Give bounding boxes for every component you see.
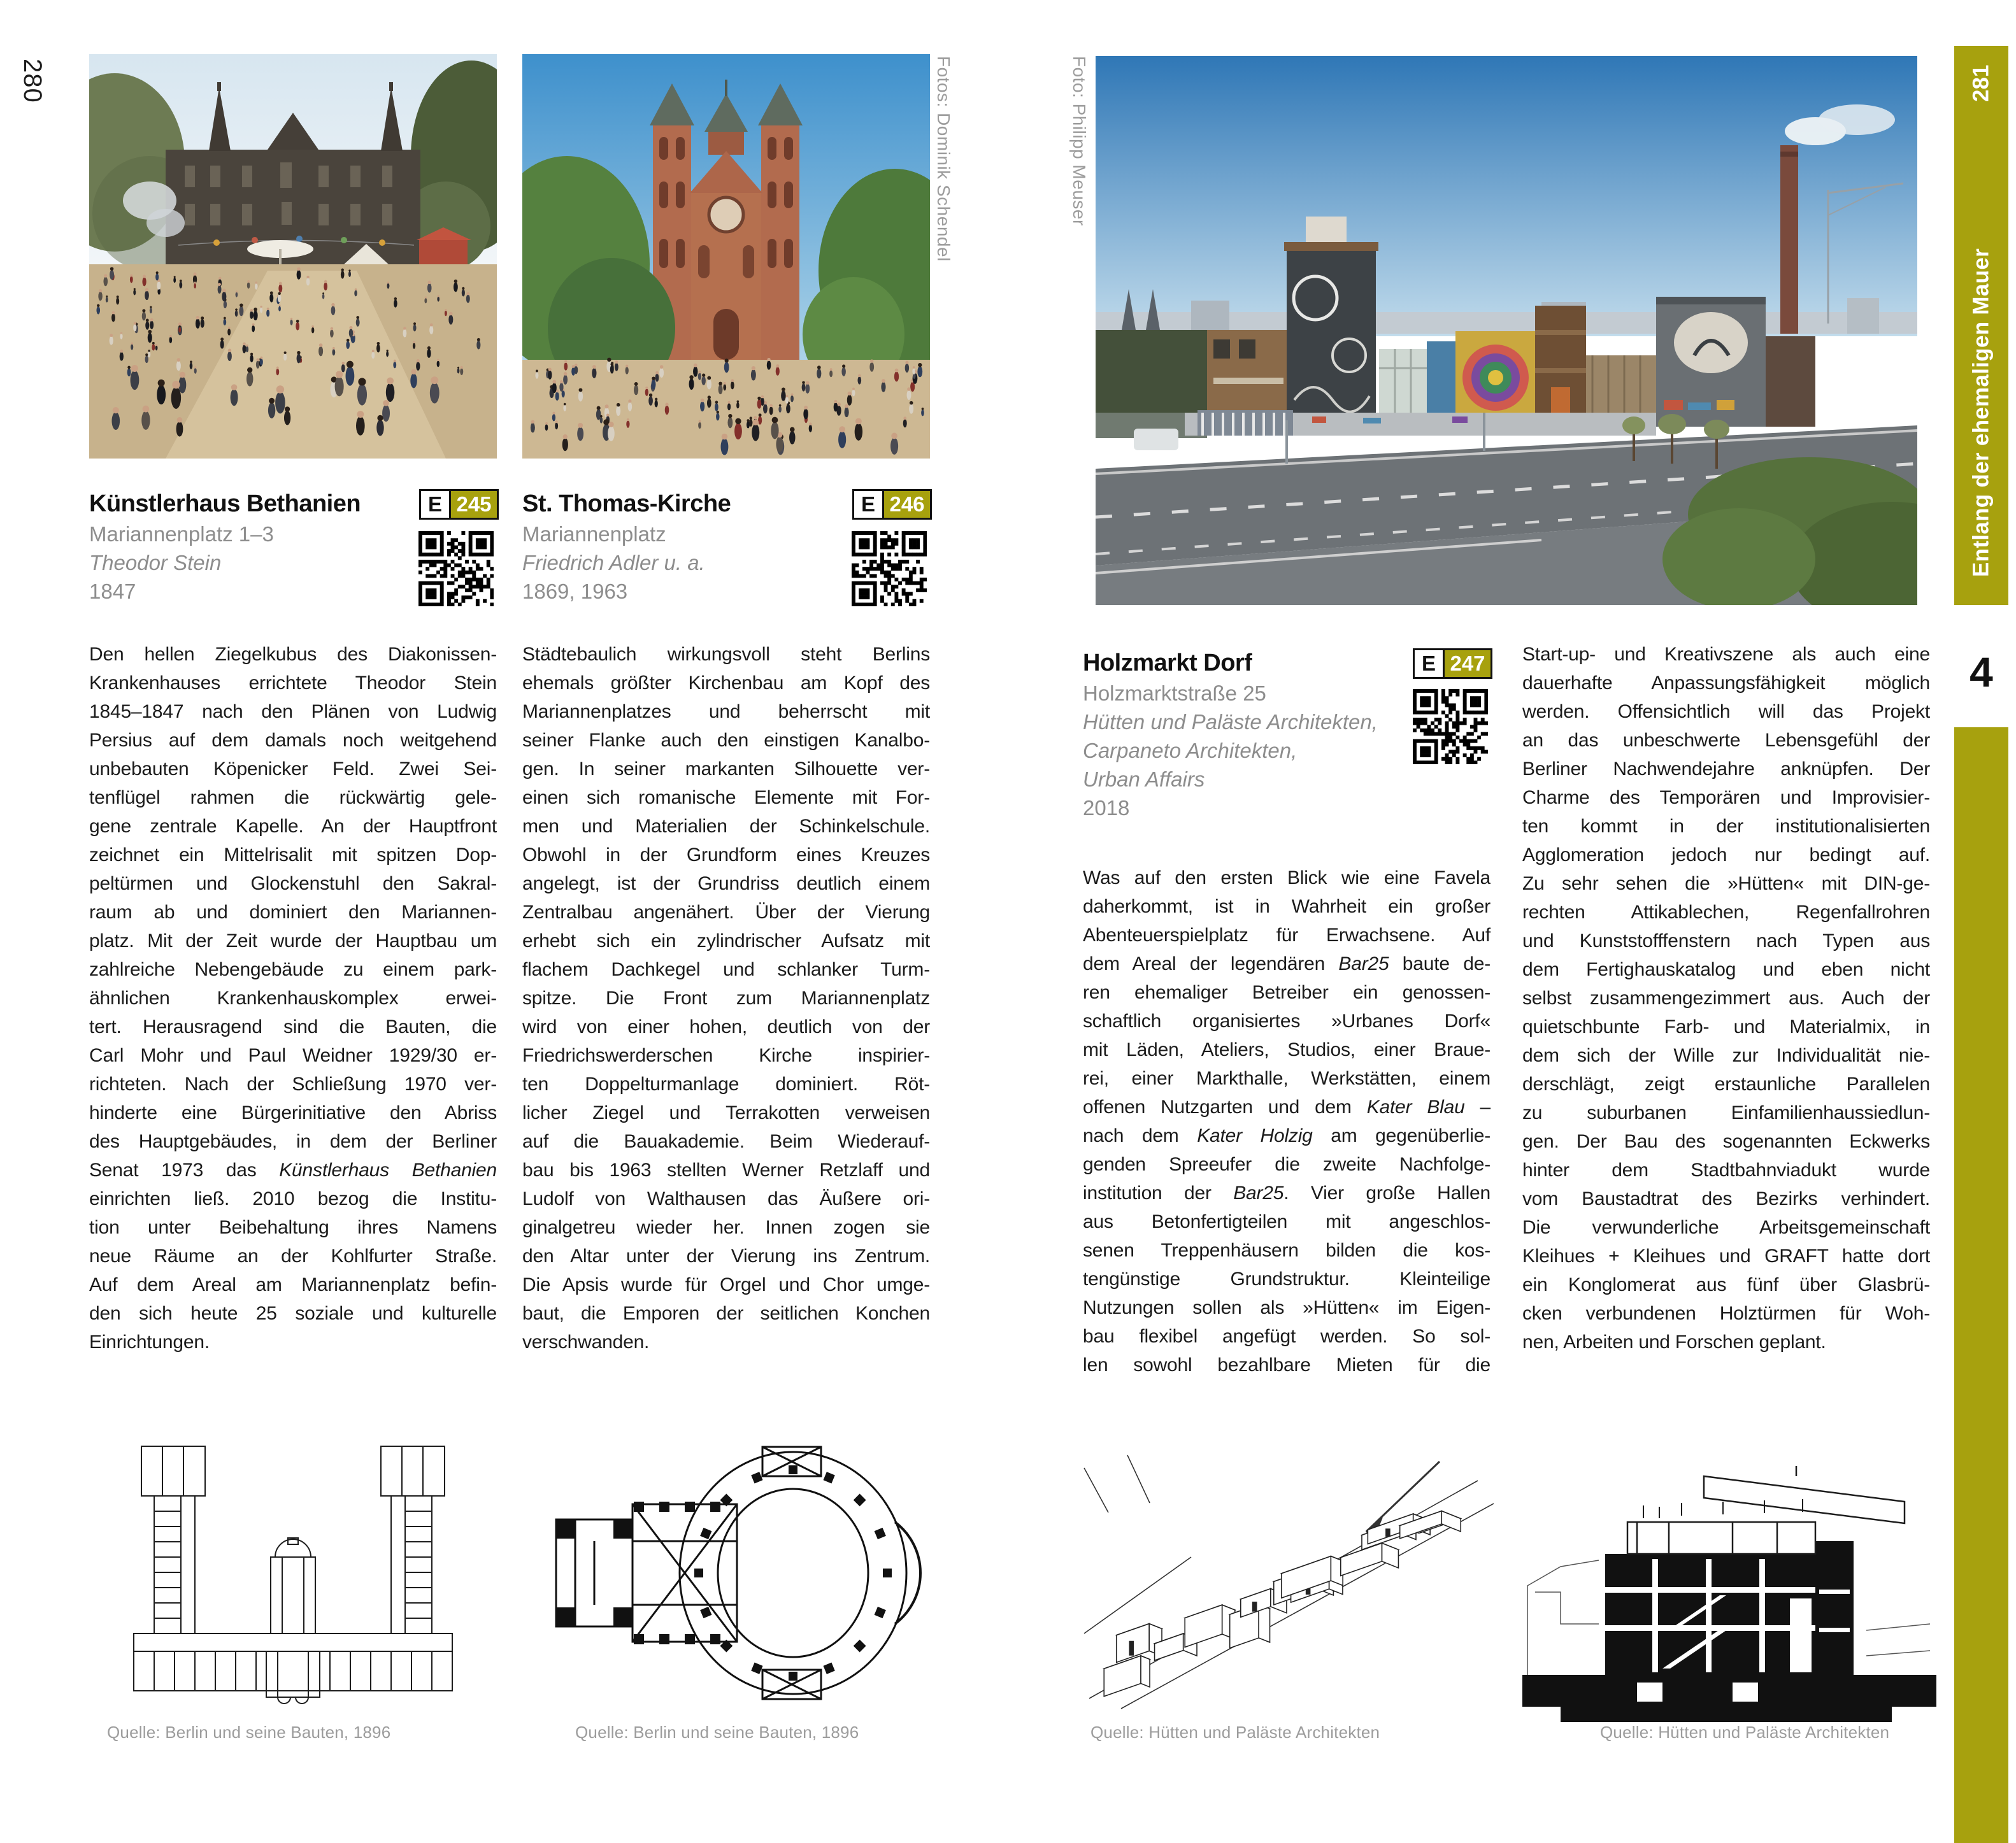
body-column-holzmarkt-2: Start-up- und Kreativszene als auch eine dauerhafte Anpassungsfähigkeit möglich werden. Offensichtlich will das Projekt an das unbeschwerte Lebensgefühl der Berliner Nachwendejahre anknüpfen. Der Charme des Temporären und Improvisier- ten kommt in der institutionalisierten Agglomeration jedoch nur bedingt auf. Zu sehr sehen die »Hütten« mit DIN-ge- rechten Attikablechen, Regenfallrohren und Kunststofffenstern nach Typen aus dem Fertighauskatalog und eben nicht selbst zusammengezimmert aus. Auch der quietschbunte Farb- und Materialmix, in dem sich der Wille zur Individualität nie- derschlägt, zeigt erstaunliche Parallelen zu suburbanen Einfamilienhaussiedlun- gen. Der Bau des sogenannten Eckwerks hinter dem Stadtbahnviadukt wurde vom Baustadtrat des Bezirks verhindert. Die verwunderliche Arbeitsgemeinschaft Kleihues + Kleihues und GRAFT hatte dort ein Konglomerat aus fünf über Glasbrü- cken verbundenen Holztürmen für Woh- nen, Arbeiten und Forschen geplant. [1522, 644, 1930, 1353]
entry-title: Künstlerhaus Bethanien [89, 490, 361, 517]
drawing-holzmarkt-axonometric [1083, 1442, 1494, 1710]
right-page-number: 281 [1968, 65, 1994, 103]
drawing-caption: Quelle: Berlin und seine Bauten, 1896 [575, 1723, 859, 1742]
photo-credit-left: Fotos: Dominik Schendel [934, 56, 954, 262]
badge-letter: E [421, 491, 451, 518]
entry-title: St. Thomas-Kirche [522, 490, 731, 517]
qr-code-icon [418, 531, 494, 606]
entry-badge-e246 [852, 489, 932, 520]
entry-year: 1847 [89, 580, 136, 603]
entry-address: Holzmarktstraße 25 [1083, 681, 1266, 705]
entry-address: Mariannenplatz [522, 522, 666, 546]
chapter-number: 4 [1970, 648, 1993, 695]
chapter-tab-title: Entlang der ehemaligen Mauer [1968, 248, 1994, 577]
entry-architect: Urban Affairs [1083, 767, 1205, 791]
photo-st-thomas-kirche [522, 54, 930, 459]
drawing-caption: Quelle: Hütten und Paläste Architekten [1600, 1723, 1890, 1742]
drawing-bethanien-plan [127, 1442, 459, 1710]
entry-architect: Friedrich Adler u. a. [522, 551, 705, 574]
entry-architect: Hütten und Paläste Architekten, [1083, 710, 1378, 734]
body-column-holzmarkt-1: Was auf den ersten Blick wie eine Favela daherkommt, ist in Wahrheit ein großer Abenteuerspielplatz für Erwachsene. Auf dem Areal der legendären Bar25 baute de- ren ehemaliger Betreiber ein genossen- schaftlich organisiertes »Urbanes Dorf« mit Läden, Ateliers, Studios, einer Braue- rei, einer Markthalle, Werkstätten, einem offenen Nutzgarten und dem Kater Blau – nach dem Kater Holzig am gegenüberlie- genden Spreeufer die zweite Nachfolge- institution der Bar25. Vier große Hallen aus Betonfertigteilen mit angeschlos- senen Treppenhäusern bilden die kos- tengünstige Grundstruktur. Kleinteilige Nutzungen sollen als »Hütten« im Eigen- bau flexibel angefügt werden. So sol- len sowohl bezahlbare Mieten für die [1083, 867, 1491, 1376]
drawing-caption: Quelle: Hütten und Paläste Architekten [1090, 1723, 1380, 1742]
badge-letter: E [1415, 650, 1445, 677]
entry-architect: Theodor Stein [89, 551, 222, 574]
badge-number: 246 [884, 491, 930, 518]
entry-year: 2018 [1083, 796, 1130, 820]
chapter-tab-lower [1954, 727, 2008, 1843]
drawing-st-thomas-plan [538, 1446, 933, 1700]
left-page-number: 280 [18, 59, 46, 103]
body-column-st-thomas: Städtebaulich wirkungsvoll steht Berlins ehemals größter Kirchenbau am Kopf des Mariannenplatzes und beherrscht mit seiner Flanke auch den einstigen Kanalbo- gen. In seiner markanten Silhouette ver- einen sich romanische Elemente mit For- men und Materialien der Schinkelschule. Obwohl in der Grundform eines Kreuzes angelegt, ist der Grundriss deutlich einem Zentralbau angenähert. Über der Vierung erhebt sich ein zylindrischer Aufsatz mit flachem Dachkegel und schlanker Turm- spitze. Die Front zum Mariannenplatz wird von einer hohen, deutlich von der Friedrichswerderschen Kirche inspirier- ten Doppelturmanlage dominiert. Röt- licher Ziegel und Terrakotten verweisen auf die Bauakademie. Beim Wiederauf- bau bis 1963 stellten Werner Retzlaff und Ludolf von Walthausen das Äußere ori- ginalgetreu wieder her. Innen zogen sie den Altar unter der Vierung ins Zentrum. Die Apsis wurde für Orgel und Chor umge- baut, die Emporen der seitlichen Konchen verschwanden. [522, 644, 930, 1353]
body-column-kuenstlerhaus: Den hellen Ziegelkubus des Diakonissen- Krankenhauses errichtete Theodor Stein 1845–1847 nach den Plänen von Ludwig Persius auf dem damals noch weitgehend unbebauten Köpenicker Feld. Zwei Sei- tenflügel rahmen die rückwärtig gele- gene zentrale Kapelle. An der Hauptfront zeichnet ein Mittelrisalit mit spitzen Dop- peltürmen und Glockenstuhl den Sakral- raum ab und dominiert den Mariannen- platz. Mit der Zeit wurde der Hauptbau um zahlreiche Nebengebäude zu einem park- ähnlichen Krankenhauskomplex erwei- tert. Herausragend sind die Bauten, die Carl Mohr und Paul Weidner 1929/30 er- richteten. Nach der Schließung 1970 ver- hinderte eine Bürgerinitiative den Abriss des Hauptgebäudes, in dem der Berliner Senat 1973 das Künstlerhaus Bethanien einrichten ließ. 2010 bezog die Institu- tion unter Beibehaltung ihres Namens neue Räume an der Kohlfurter Straße. Auf dem Areal am Mariannenplatz befin- den sich heute 25 soziale und kulturelle Einrichtungen. [89, 644, 497, 1353]
qr-code-icon [852, 531, 927, 606]
badge-letter: E [854, 491, 884, 518]
drawing-caption: Quelle: Berlin und seine Bauten, 1896 [107, 1723, 391, 1742]
photo-holzmarkt [1096, 56, 1917, 605]
qr-code-icon [1413, 689, 1488, 764]
entry-architect: Carpaneto Architekten, [1083, 739, 1298, 762]
photo-kuenstlerhaus-bethanien [89, 54, 497, 459]
photo-credit-right: Foto: Philipp Meuser [1069, 56, 1089, 226]
chapter-tab [1954, 46, 2008, 605]
entry-address: Mariannenplatz 1–3 [89, 522, 274, 546]
entry-title: Holzmarkt Dorf [1083, 650, 1252, 676]
badge-number: 247 [1445, 650, 1491, 677]
badge-number: 245 [451, 491, 497, 518]
drawing-eckwerk-section [1522, 1465, 1936, 1732]
entry-year: 1869, 1963 [522, 580, 628, 603]
entry-badge-e245 [419, 489, 499, 520]
entry-badge-e247 [1413, 648, 1492, 679]
